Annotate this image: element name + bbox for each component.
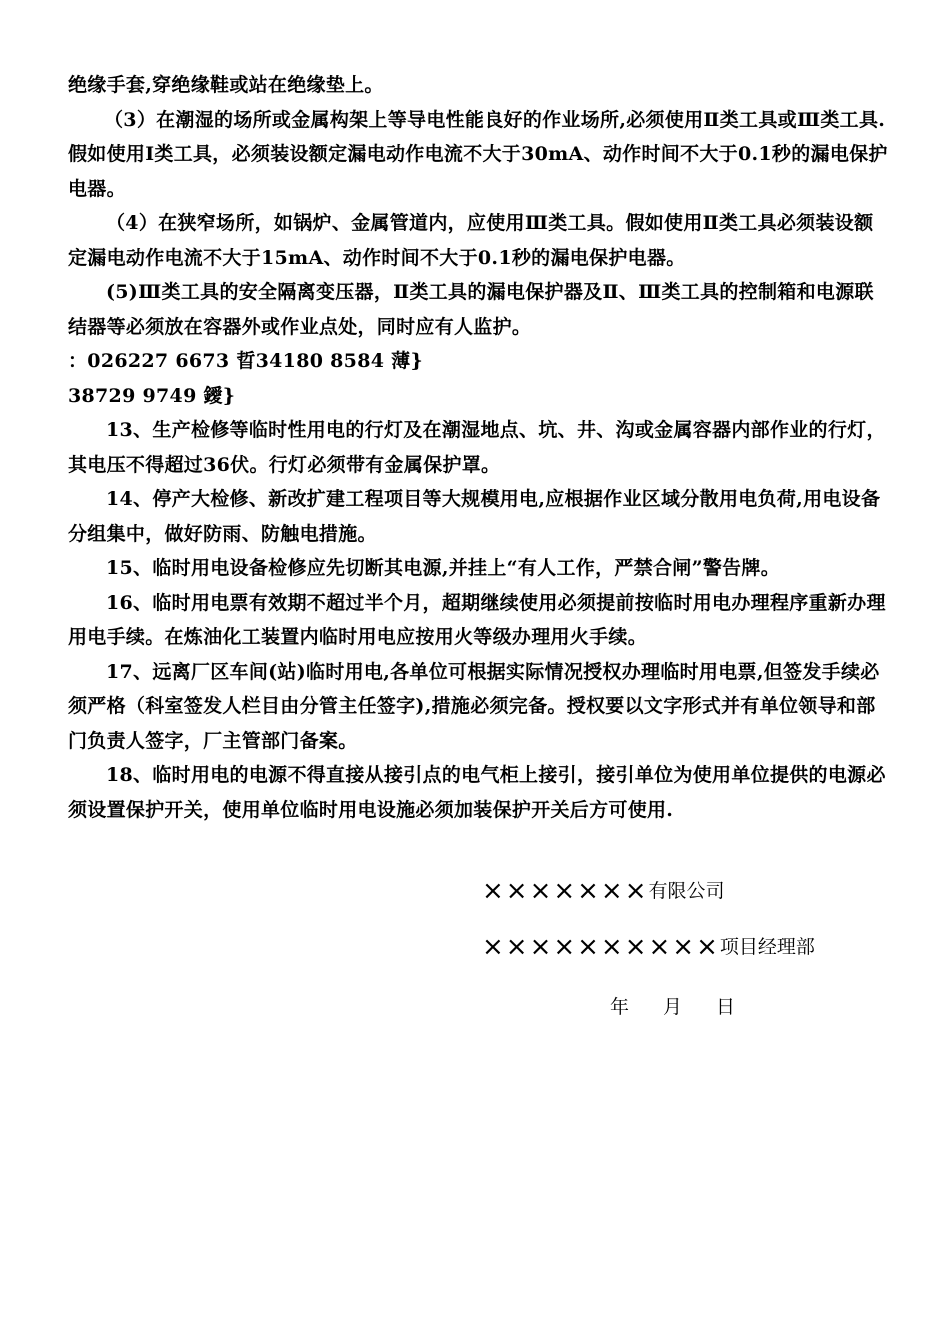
garbled-line-1: ：026227 6673 晢34180 8584 薄} (68, 350, 423, 372)
paragraph-15: 15、临时用电设备检修应先切断其电源,并挂上“有人工作，严禁合闸”警告牌。 (106, 557, 781, 579)
company-name-mask: ××××××× (482, 876, 649, 906)
date-month-label: 月 (663, 996, 683, 1018)
garbled-line-2: 38729 9749 鑀} (68, 384, 236, 407)
signature-company (482, 876, 725, 906)
date-day-label: 日 (716, 996, 736, 1018)
paragraph-item-5: (5)Ⅲ类工具的安全隔离变压器，Ⅱ类工具的漏电保护器及Ⅱ、Ⅲ类工具的控制箱和电源联结器等必须放在容器外或作业点处，同时应有人监护。 (68, 281, 874, 338)
signature-department (482, 932, 815, 962)
department-suffix: 项目经理部 (719, 936, 815, 958)
department-name-mask: ×××××××××× (482, 932, 720, 962)
paragraph-item-3: （3）在潮湿的场所或金属构架上等导电性能良好的作业场所,必须使用Ⅱ类工具或Ⅲ类工具.假如使用Ⅰ类工具，必须装设额定漏电动作电流不大于30mA、动作时间不大于0.1秒的漏电保护电器。 (68, 108, 888, 200)
paragraph-16: 16、临时用电票有效期不超过半个月，超期继续使用必须提前按临时用电办理程序重新办理用电手续。在炼油化工装置内临时用电应按用火等级办理用火手续。 (68, 591, 886, 648)
date-year-label: 年 (610, 996, 630, 1018)
signature-date (610, 992, 735, 1019)
paragraph-17: 17、远离厂区车间(站)临时用电,各单位可根据实际情况授权办理临时用电票,但签发手续必须严格（科室签发人栏目由分管主任签字),措施必须完备。授权要以文字形式并有单位领导和部门负责人签字，厂主管部门备案。 (68, 660, 880, 752)
document-body (68, 68, 888, 827)
paragraph-continuation: 绝缘手套,穿绝缘鞋或站在绝缘垫上。 (68, 74, 384, 96)
company-suffix: 有限公司 (648, 880, 725, 902)
paragraph-14: 14、停产大检修、新改扩建工程项目等大规模用电,应根据作业区域分散用电负荷,用电设备分组集中，做好防雨、防触电措施。 (68, 488, 881, 545)
paragraph-13: 13、生产检修等临时性用电的行灯及在潮湿地点、坑、井、沟或金属容器内部作业的行灯，其电压不得超过36伏。行灯必须带有金属保护罩。 (68, 419, 886, 476)
paragraph-item-4: （4）在狭窄场所，如锅炉、金属管道内，应使用Ⅲ类工具。假如使用Ⅱ类工具必须装设额定漏电动作电流不大于15mA、动作时间不大于0.1秒的漏电保护电器。 (68, 212, 874, 269)
paragraph-18: 18、临时用电的电源不得直接从接引点的电气柜上接引，接引单位为使用单位提供的电源必须设置保护开关，使用单位临时用电设施必须加装保护开关后方可使用. (68, 764, 886, 821)
